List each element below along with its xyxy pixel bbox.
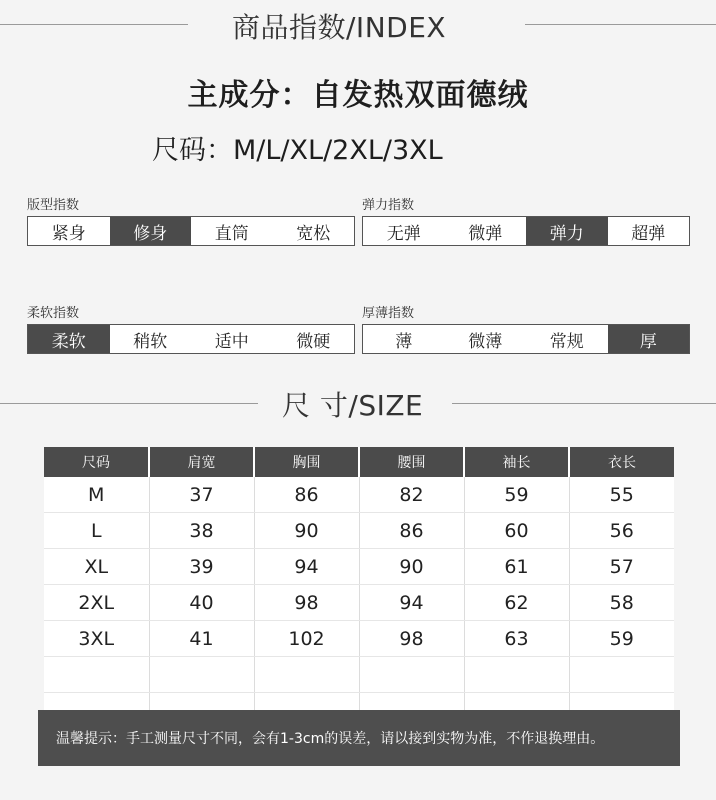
size-rule-left <box>0 403 258 404</box>
size-table-header-cell: 胸围 <box>254 447 359 477</box>
header-rule-left <box>0 24 188 25</box>
size-table-header-cell: 腰围 <box>359 447 464 477</box>
size-table-header-cell: 衣长 <box>569 447 674 477</box>
stretch-option: 超弹 <box>631 223 666 244</box>
table-cell: M <box>44 477 149 513</box>
empty-cell <box>464 657 569 693</box>
thickness-option-selected: 厚 <box>608 325 690 353</box>
empty-cell <box>254 657 359 693</box>
table-cell: 61 <box>464 549 569 585</box>
fit-index-label: 版型指数 <box>27 198 80 213</box>
softness-option-selected: 柔软 <box>28 325 110 353</box>
fit-option: 紧身 <box>51 223 86 244</box>
table-cell: 90 <box>254 513 359 549</box>
index-section-title: 商品指数/INDEX <box>232 11 447 44</box>
table-cell: 58 <box>569 585 674 621</box>
table-cell: L <box>44 513 149 549</box>
fit-option-selected: 修身 <box>110 217 192 245</box>
empty-row <box>44 657 674 693</box>
stretch-index-scale <box>362 216 690 246</box>
size-table <box>44 447 674 729</box>
table-row <box>44 513 674 549</box>
table-cell: 94 <box>359 585 464 621</box>
table-cell: 90 <box>359 549 464 585</box>
thickness-option: 薄 <box>395 331 413 352</box>
size-rule-right <box>452 403 716 404</box>
table-row <box>44 549 674 585</box>
size-table-header <box>44 447 674 477</box>
table-cell: 86 <box>359 513 464 549</box>
table-cell: 94 <box>254 549 359 585</box>
table-cell: 60 <box>464 513 569 549</box>
empty-cell <box>569 657 674 693</box>
fit-option: 宽松 <box>296 223 331 244</box>
softness-option: 微硬 <box>296 331 331 352</box>
size-table-header-cell: 尺码 <box>44 447 149 477</box>
table-cell: 40 <box>149 585 254 621</box>
empty-cell <box>149 657 254 693</box>
table-cell: 38 <box>149 513 254 549</box>
available-sizes: 尺码：M/L/XL/2XL/3XL <box>152 135 443 166</box>
thickness-index-scale <box>362 324 690 354</box>
thickness-option: 微薄 <box>468 331 503 352</box>
table-cell: 86 <box>254 477 359 513</box>
table-cell: 56 <box>569 513 674 549</box>
table-cell: 63 <box>464 621 569 657</box>
table-cell: 102 <box>254 621 359 657</box>
fit-option: 直筒 <box>214 223 249 244</box>
table-cell: 2XL <box>44 585 149 621</box>
thickness-index-label: 厚薄指数 <box>362 306 415 321</box>
size-table-header-cell: 肩宽 <box>149 447 254 477</box>
softness-index-label: 柔软指数 <box>27 306 80 321</box>
empty-cell <box>44 657 149 693</box>
header-rule-right <box>525 24 716 25</box>
notice-text: 温馨提示：手工测量尺寸不同，会有1-3cm的误差，请以接到实物为准，不作退换理由。 <box>56 731 605 747</box>
fit-index-scale <box>27 216 355 246</box>
stretch-option-selected: 弹力 <box>526 217 608 245</box>
table-cell: 59 <box>464 477 569 513</box>
main-composition: 主成分：自发热双面德绒 <box>187 78 529 113</box>
stretch-option: 无弹 <box>386 223 421 244</box>
table-cell: 98 <box>359 621 464 657</box>
table-cell: 3XL <box>44 621 149 657</box>
table-cell: 41 <box>149 621 254 657</box>
empty-cell <box>359 657 464 693</box>
stretch-option: 微弹 <box>468 223 503 244</box>
table-cell: 57 <box>569 549 674 585</box>
size-section-title: 尺 寸/SIZE <box>282 389 424 422</box>
table-row <box>44 477 674 513</box>
table-cell: 62 <box>464 585 569 621</box>
table-cell: 82 <box>359 477 464 513</box>
table-row <box>44 621 674 657</box>
softness-option: 适中 <box>214 331 249 352</box>
notice-banner <box>38 710 680 766</box>
stretch-index-label: 弹力指数 <box>362 198 415 213</box>
table-cell: XL <box>44 549 149 585</box>
size-table-header-cell: 袖长 <box>464 447 569 477</box>
softness-option: 稍软 <box>133 331 168 352</box>
table-cell: 37 <box>149 477 254 513</box>
softness-index-scale <box>27 324 355 354</box>
thickness-option: 常规 <box>549 331 584 352</box>
table-cell: 98 <box>254 585 359 621</box>
table-cell: 59 <box>569 621 674 657</box>
table-cell: 39 <box>149 549 254 585</box>
table-row <box>44 585 674 621</box>
table-cell: 55 <box>569 477 674 513</box>
